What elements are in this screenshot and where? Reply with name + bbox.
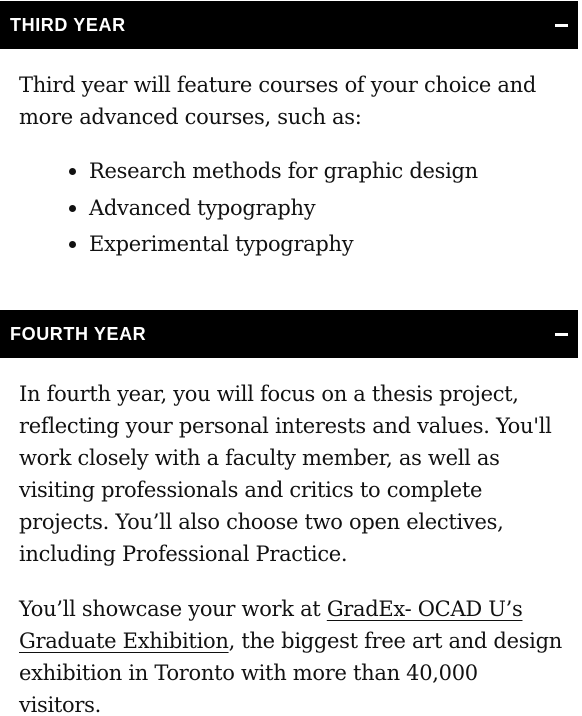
accordion-panel-third-year	[19, 69, 564, 263]
accordion-header-fourth-year[interactable]	[0, 310, 578, 358]
accordion-title: THIRD YEAR	[10, 14, 126, 35]
bullet-icon	[69, 168, 76, 175]
paragraph-text: You’ll showcase your work at	[19, 597, 327, 621]
course-label: Advanced typography	[89, 195, 316, 220]
list-item	[19, 226, 564, 263]
accordion-header-third-year[interactable]	[0, 1, 578, 49]
paragraph-text: , the biggest free art and design exhibition in Toronto with more than 40,000 visitors.	[19, 629, 562, 716]
course-list	[19, 153, 564, 263]
gradex-paragraph	[19, 593, 564, 716]
accordion-title: FOURTH YEAR	[10, 323, 147, 344]
bullet-icon	[69, 241, 76, 248]
third-year-intro: Third year will feature courses of your choice and more advanced courses, such as:	[19, 73, 537, 129]
list-item	[19, 153, 564, 190]
minus-icon[interactable]	[555, 333, 568, 336]
minus-icon[interactable]	[555, 24, 568, 27]
accordion-panel-fourth-year	[19, 378, 564, 716]
course-label: Experimental typography	[89, 232, 354, 256]
bullet-icon	[69, 205, 76, 212]
gradex-link[interactable]: GradEx- OCAD U’s Graduate Exhibition	[19, 597, 523, 653]
fourth-year-paragraph: In fourth year, you will focus on a thesis project, reflecting your personal interests and values. You'll work closely with a faculty member, as well as visiting professionals and critics to complete projects. You’ll also choose two open electives, including Professional Practice.	[19, 382, 552, 566]
course-label: Research methods for graphic design	[89, 159, 478, 183]
list-item	[19, 190, 564, 227]
